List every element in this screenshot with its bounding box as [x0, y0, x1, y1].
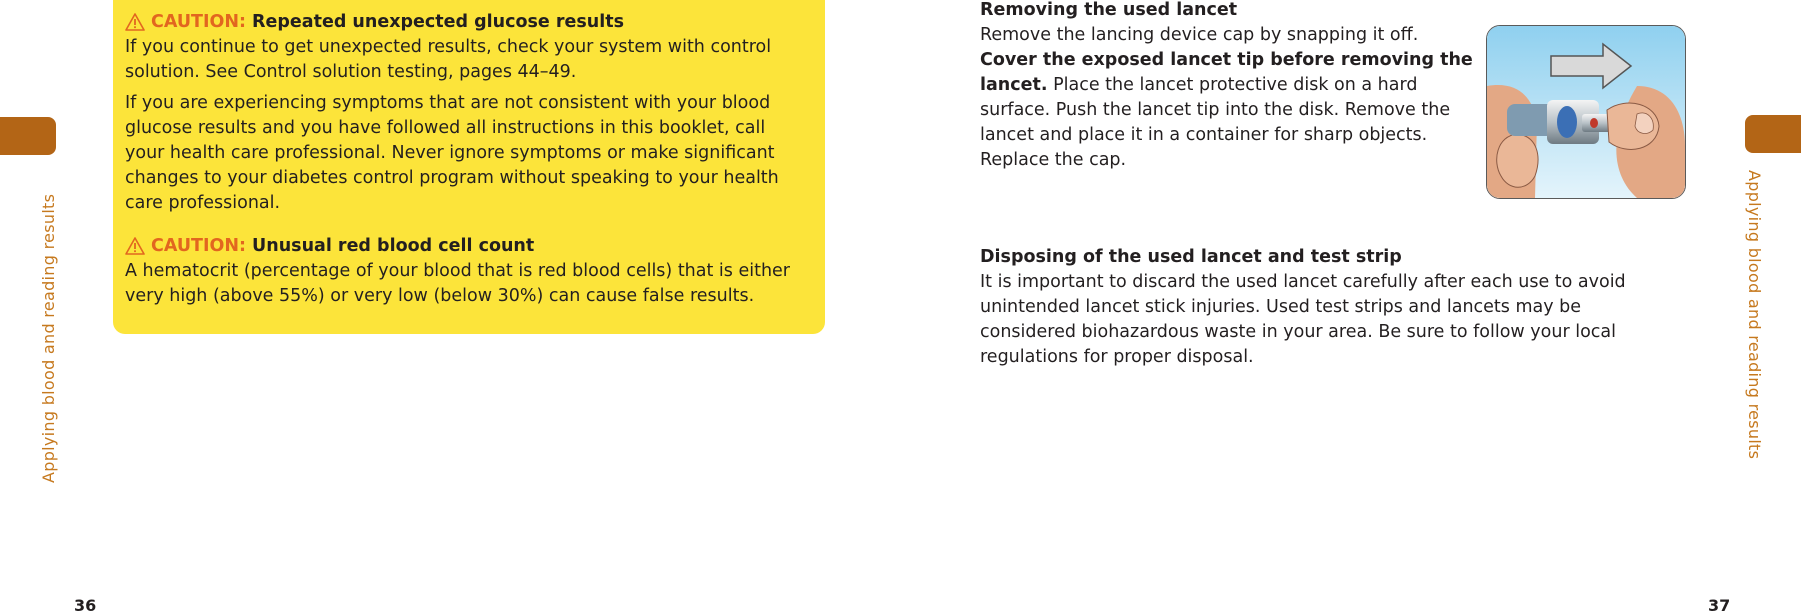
caution-paragraph: If you continue to get unexpected results, check your system with control solution. See Control solution testing, pages 44–49.	[125, 37, 772, 82]
caution-label: CAUTION:	[151, 235, 247, 256]
section-tab-right	[1745, 115, 1801, 153]
section-removing-lancet	[980, 0, 1474, 173]
section-title: Disposing of the used lancet and test strip	[980, 247, 1402, 267]
caution-title: Repeated unexpected glucose results	[252, 11, 625, 32]
page-number-right: 37	[1708, 596, 1731, 615]
warning-triangle-icon	[125, 237, 145, 255]
caution-heading	[125, 9, 805, 35]
side-label-right: Applying blood and reading results	[1745, 170, 1764, 460]
page-number-left: 36	[74, 596, 97, 615]
caution-paragraph: A hematocrit (percentage of your blood that is red blood cells) that is either very high (above 55%) or very low (below 30%) can cause false results.	[125, 261, 790, 306]
caution-red-blood-cell	[125, 233, 805, 315]
caution-label: CAUTION:	[151, 11, 247, 32]
section-tab-left	[0, 117, 56, 155]
section-text: It is important to discard the used lancet carefully after each use to avoid unintended lancet stick injuries. Used test strips and lancets may be considered biohazardous waste in your area. Be sure to follow your local regulations for proper disposal.	[980, 272, 1626, 367]
caution-heading	[125, 233, 805, 259]
caution-unexpected-results	[125, 9, 805, 222]
warning-triangle-icon	[125, 13, 145, 31]
side-label-left: Applying blood and reading results	[39, 193, 58, 483]
section-text: Remove the lancing device cap by snapping it off. Cover the exposed lancet tip before removing the lancet. Place the lancet protective disk on a hard surface. Push the lancet tip into the disk. Remove the lancet and place it in a container for sharp objects. Replace the cap.	[980, 25, 1473, 170]
caution-title: Unusual red blood cell count	[252, 235, 535, 256]
section-title: Removing the used lancet	[980, 0, 1238, 20]
caution-paragraph: If you are experiencing symptoms that are not consistent with your blood glucose results and you have followed all instructions in this booklet, call your health care professional. Never ignore symptoms or make significant changes to your diabetes control program without speaking to your health care professional.	[125, 93, 779, 213]
section-disposing	[980, 245, 1660, 370]
lancet-removal-illustration	[1486, 25, 1686, 199]
